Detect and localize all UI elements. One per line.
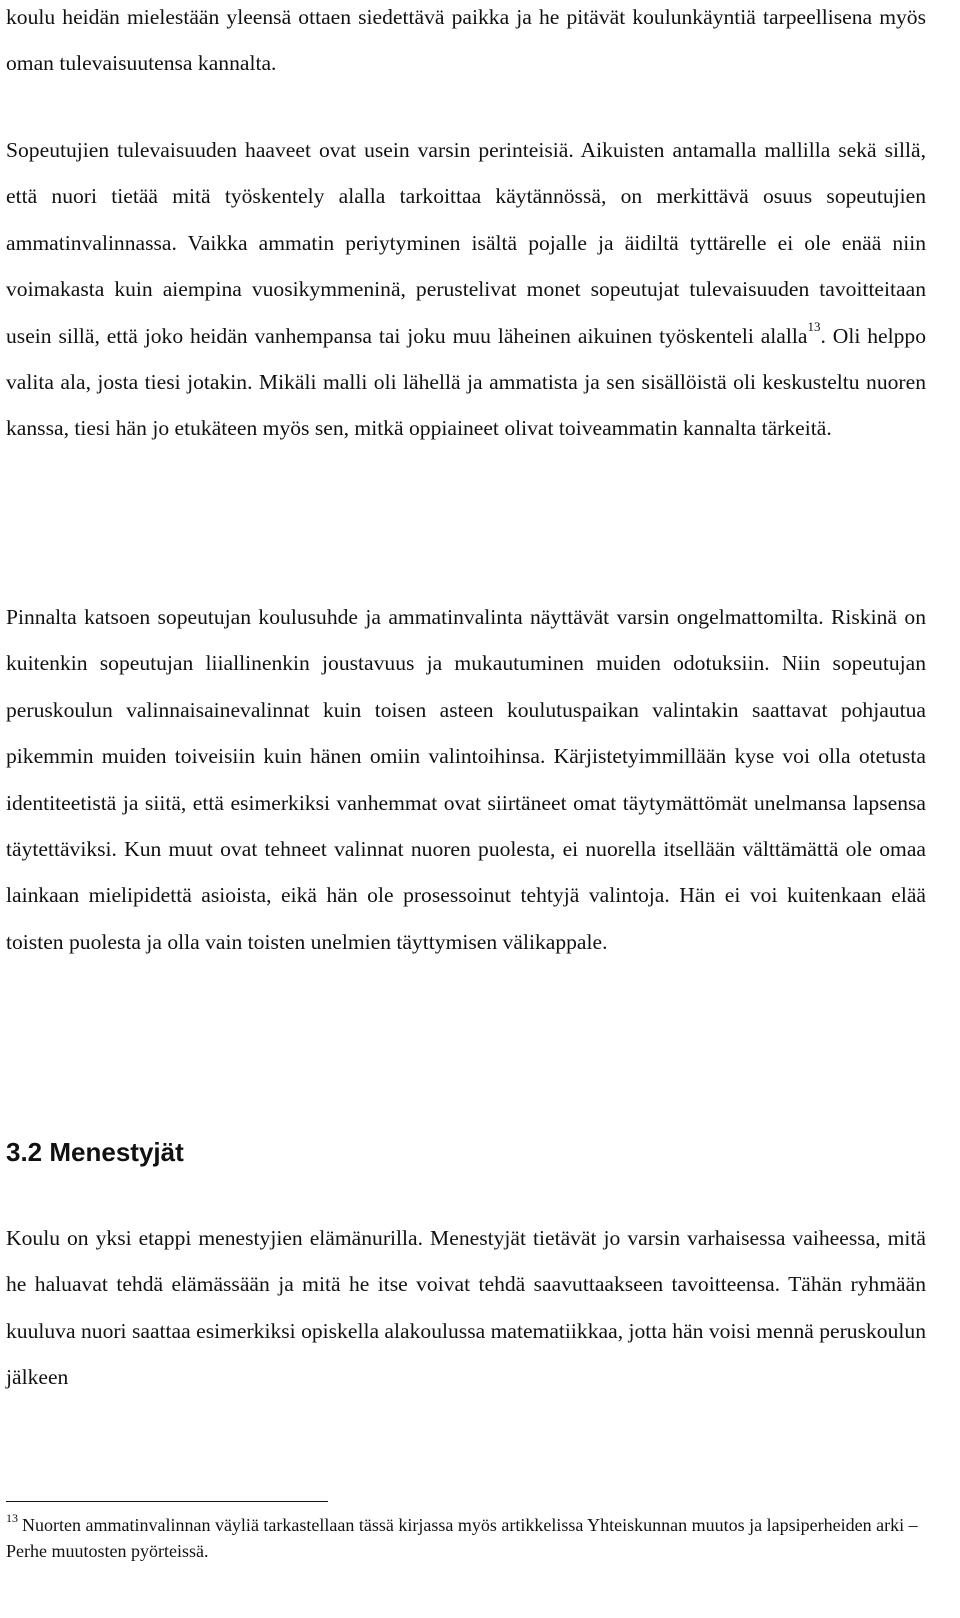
paragraph-menestyjat: Koulu on yksi etappi menestyjien elämänurilla. Menestyjät tietävät jo varsin varhaisessa vaiheessa, mitä he haluavat tehdä elämässään ja mitä he itse voivat tehdä saavuttaakseen tavoitteensa. Tähän ryhmään kuuluva nuori saattaa esimerkiksi opiskella alakoulussa matematiikkaa, jotta hän voisi mennä peruskoulun jälkeen bbox=[6, 1226, 926, 1390]
footnote-divider bbox=[6, 1501, 328, 1502]
paragraph-pinnalta-katsoen: Pinnalta katsoen sopeutujan koulusuhde ja ammatinvalinta näyttävät varsin ongelmattomilta. Riskinä on kuitenkin sopeutujan liiallinenkin joustavuus ja mukautuminen muiden odotuksiin. Niin sopeutujan peruskoulun valinnaisainevalinnat kuin toisen asteen koulutuspaikan valintakin saattavat pohjautua pikemmin muiden toiveisiin kuin hänen omiin valintoihinsa. Kärjistetyimmillään kyse voi olla otetusta identiteetistä ja siitä, että esimerkiksi vanhemmat ovat siirtäneet omat täytymättömät unelmansa lapsensa täytettäviksi. Kun muut ovat tehneet valinnat nuoren puolesta, ei nuorella itsellään välttämättä ole omaa lainkaan mielipidettä asioista, eikä hän ole prosessoinut tehtyjä valintoja. Hän ei voi kuitenkaan elää toisten puolesta ja olla vain toisten unelmien täyttymisen välikappale. bbox=[6, 605, 926, 954]
paragraph-sopeutujien-haaveet bbox=[6, 127, 926, 452]
section-heading: 3.2 Menestyjät bbox=[6, 1137, 184, 1167]
footnote-number: 13 bbox=[6, 1511, 18, 1525]
footnote-text: Nuorten ammatinvalinnan väyliä tarkastellaan tässä kirjassa myös artikkelissa Yhteiskunnan muutos ja lapsiperheiden arki – Perhe muutosten pyörteissä. bbox=[6, 1515, 918, 1561]
paragraph-text: . Oli helppo valita ala, josta tiesi jotakin. Mikäli malli oli lähellä ja ammatista ja sen sisällöistä oli keskusteltu nuoren kanssa, tiesi hän jo etukäteen myös sen, mitkä oppiaineet olivat toiveammatin kannalta tärkeitä. bbox=[6, 323, 926, 441]
footnote bbox=[6, 1512, 926, 1564]
footnote-reference[interactable]: 13 bbox=[807, 319, 821, 335]
paragraph-text: Sopeutujien tulevaisuuden haaveet ovat usein varsin perinteisiä. Aikuisten antamalla mallilla sekä sillä, että nuori tietää mitä työskentely alalla tarkoittaa käytännössä, on merkittävä osuus sopeutujien ammatinvalinnassa. Vaikka ammatin periytyminen isältä pojalle ja äidiltä tyttärelle ei ole enää niin voimakasta kuin aiempina vuosikymmeninä, perustelivat monet sopeutujat tulevaisuuden tavoitteitaan usein sillä, että joko heidän vanhempansa tai joku muu läheinen aikuinen työskenteli alalla bbox=[6, 138, 926, 348]
paragraph-continuation: koulu heidän mielestään yleensä ottaen siedettävä paikka ja he pitävät koulunkäyntiä tarpeellisena myös oman tulevaisuutensa kannalta. bbox=[6, 5, 926, 76]
